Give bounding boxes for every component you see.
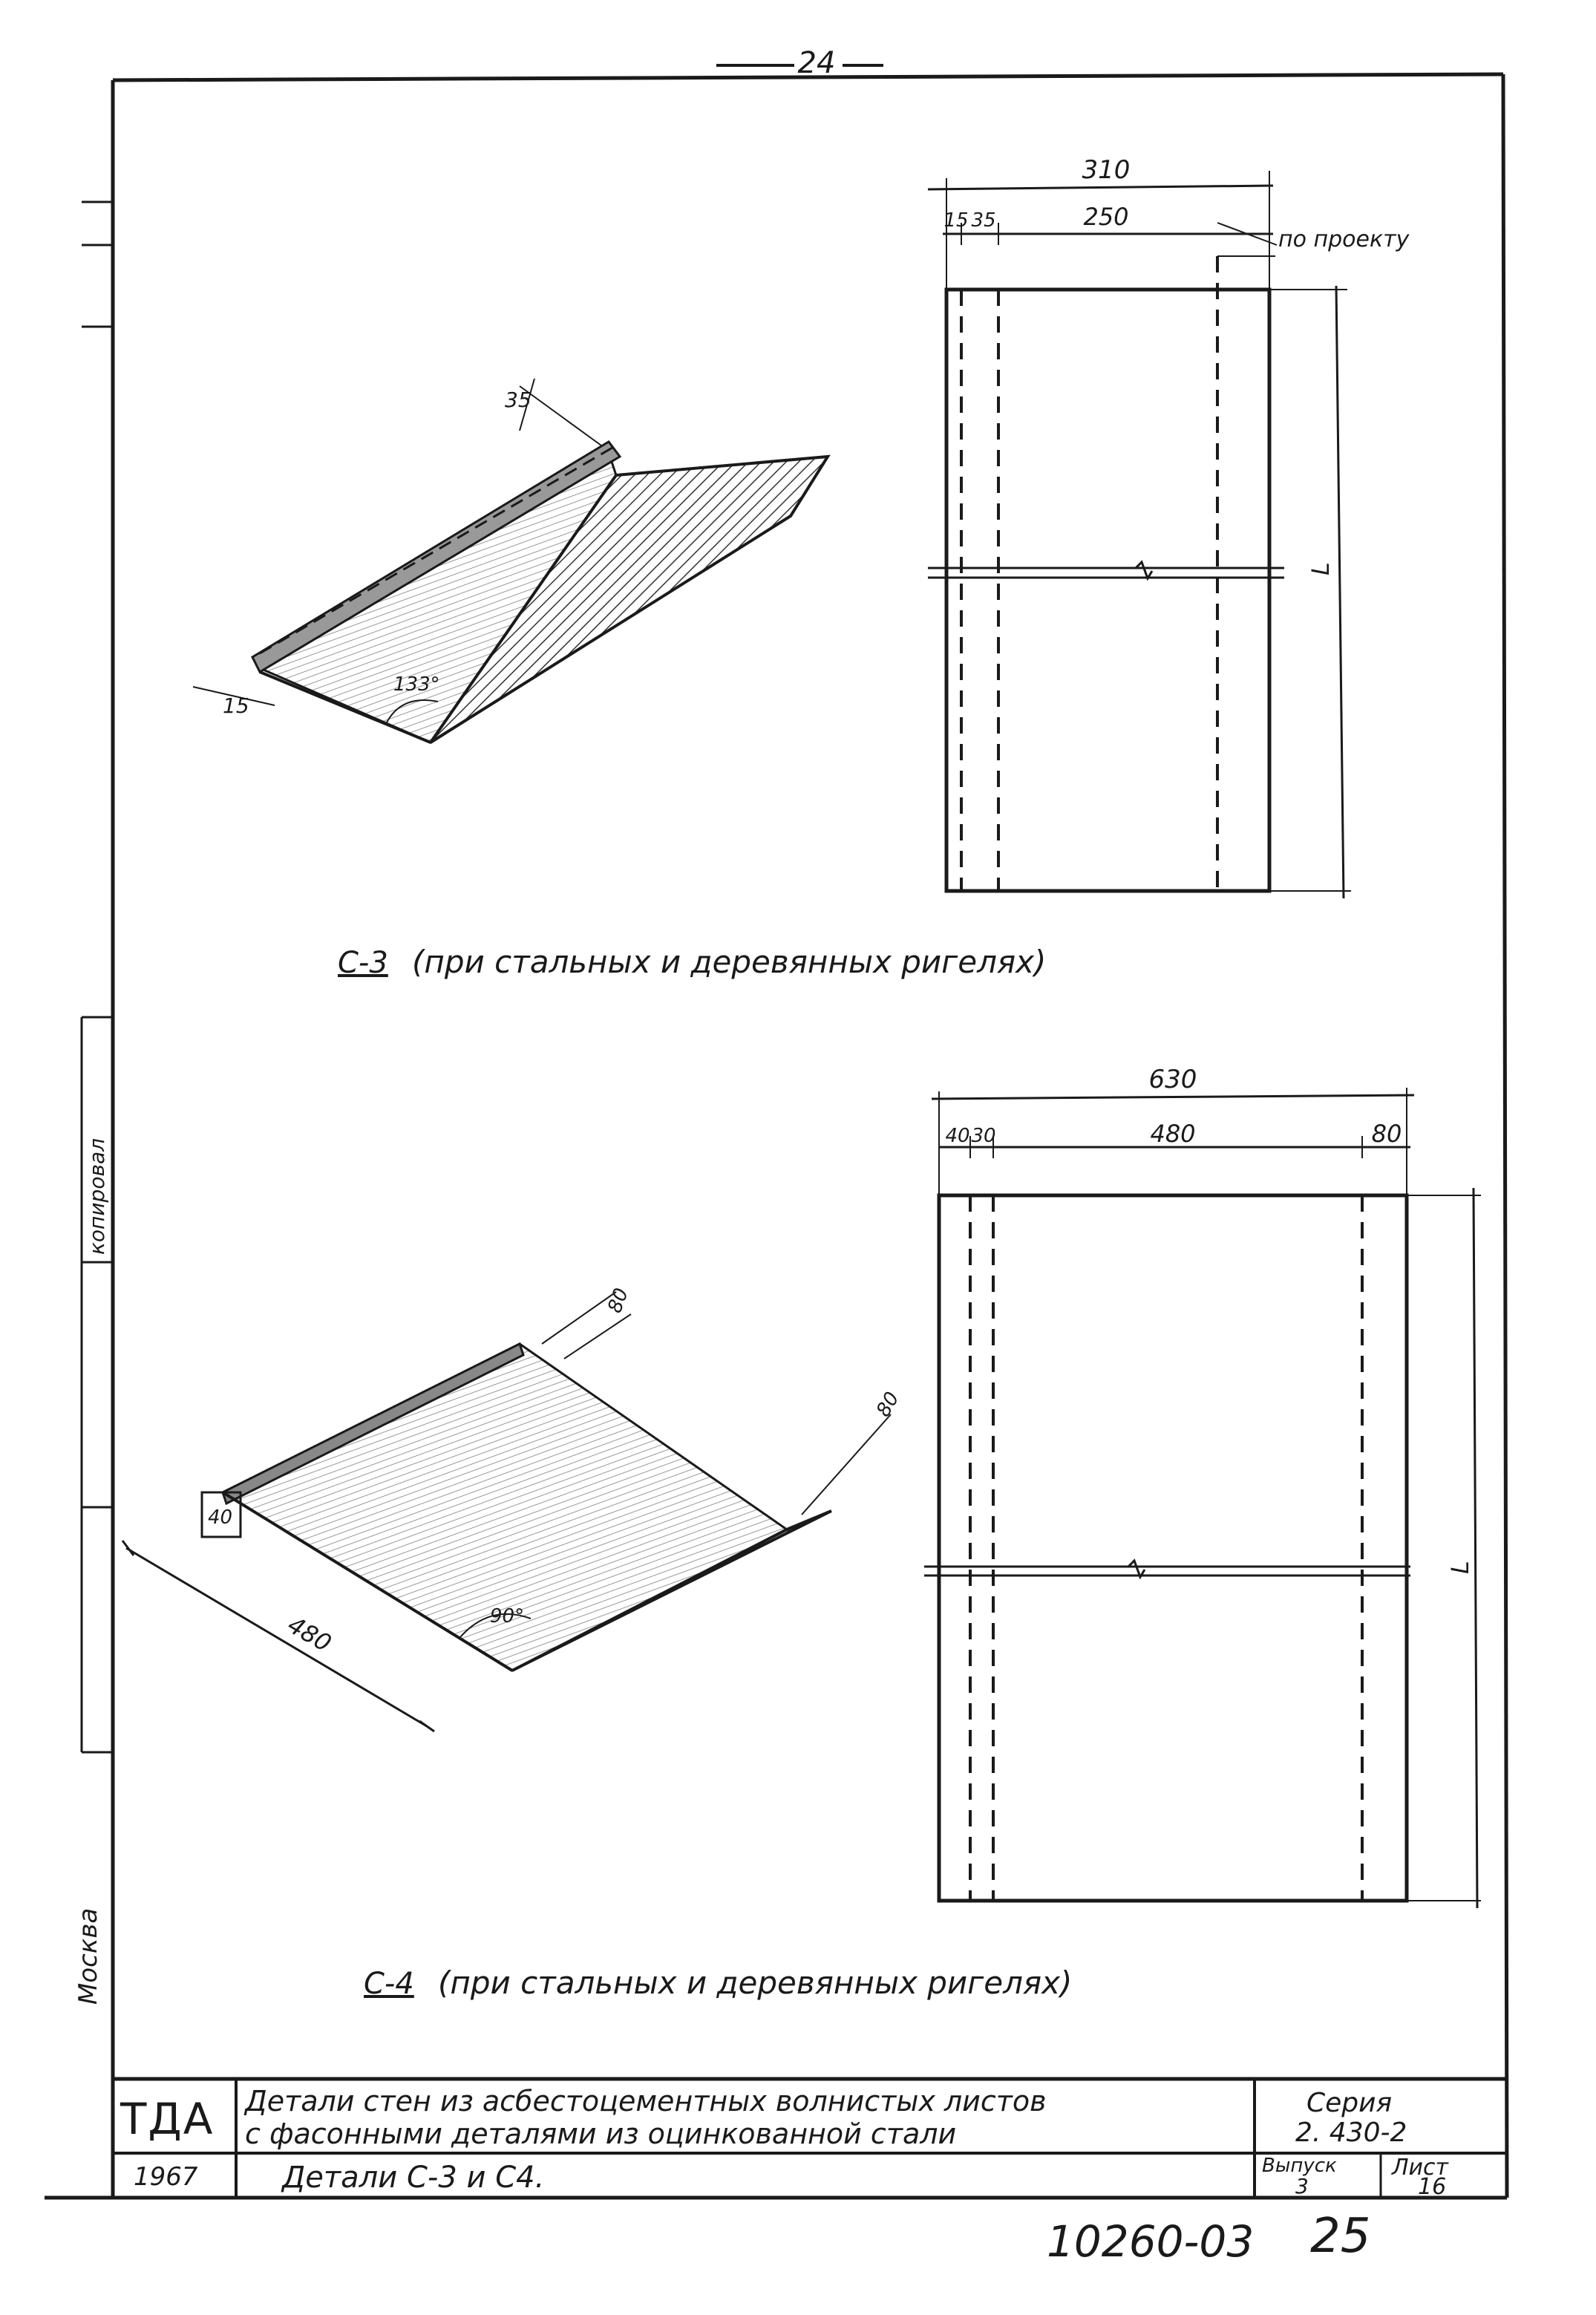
c3-dim-a: 15 [943, 209, 969, 232]
c3-iso-angle: 133° [393, 673, 440, 696]
c3-caption-text: (при стальных и деревянных ригелях) [412, 944, 1047, 980]
c4-caption [364, 1965, 1072, 2001]
title-line2: с фасонными деталями из оцинкованной стали [245, 2118, 957, 2150]
c3-isometric [193, 379, 828, 742]
sheet-label: Лист [1392, 2155, 1449, 2181]
title-org: ТДА [120, 2094, 215, 2144]
c4-iso-angle: 90° [490, 1605, 525, 1627]
c3-development [928, 155, 1410, 898]
c3-dim-c: 250 [1083, 203, 1129, 231]
c4-iso-dim-left: 40 [208, 1506, 233, 1529]
c4-iso-dim-bottom: 480 [283, 1610, 336, 1658]
sheet-title: Детали С-3 и С4. [282, 2161, 545, 2195]
svg-text:24: 24 [797, 46, 836, 80]
series-label: Серия [1306, 2088, 1393, 2118]
sheet-value: 16 [1418, 2174, 1447, 2200]
c3-iso-dim-left: 15 [223, 693, 249, 718]
c4-caption-mark: С-4 [364, 1967, 414, 2001]
title-line1: Детали стен из асбестоцементных волнистых листов [245, 2085, 1047, 2118]
margin-stamp-text: копировал [85, 1137, 109, 1255]
c4-iso-dim-top: 80 [604, 1285, 633, 1316]
c4-dim-a: 40 [945, 1125, 970, 1147]
issue-label: Выпуск [1262, 2155, 1337, 2177]
page-number [716, 46, 883, 80]
c4-dim-d: 80 [1371, 1120, 1402, 1148]
archive-number: 10260-03 [1047, 2216, 1255, 2267]
c4-dim-c: 480 [1150, 1120, 1196, 1148]
c3-iso-dim-top: 35 [505, 388, 532, 412]
c4-development [924, 1065, 1481, 1908]
c4-caption-text: (при стальных и деревянных ригелях) [438, 1965, 1073, 2001]
series-value: 2. 430-2 [1295, 2118, 1407, 2148]
c3-dim-b: 35 [971, 209, 996, 232]
c3-dim-overall: 310 [1082, 155, 1131, 185]
c3-caption-mark: С-3 [338, 946, 388, 980]
c4-dim-length: L [1446, 1561, 1474, 1574]
c3-caption [338, 944, 1046, 980]
issue-value: 3 [1295, 2174, 1309, 2198]
c3-dim-length: L [1306, 562, 1335, 575]
sheet-frame [45, 74, 1507, 2198]
c4-isometric [122, 1285, 904, 1731]
c3-dim-by-project: по проекту [1278, 226, 1410, 252]
margin-city: Москва [73, 1907, 103, 2005]
margin-stamp [73, 1017, 113, 2005]
c4-dim-overall: 630 [1148, 1065, 1197, 1094]
archive-page: 25 [1310, 2209, 1371, 2264]
c4-dim-b: 30 [971, 1125, 996, 1147]
c4-iso-dim-right: 80 [872, 1388, 904, 1421]
title-year: 1967 [134, 2162, 198, 2192]
